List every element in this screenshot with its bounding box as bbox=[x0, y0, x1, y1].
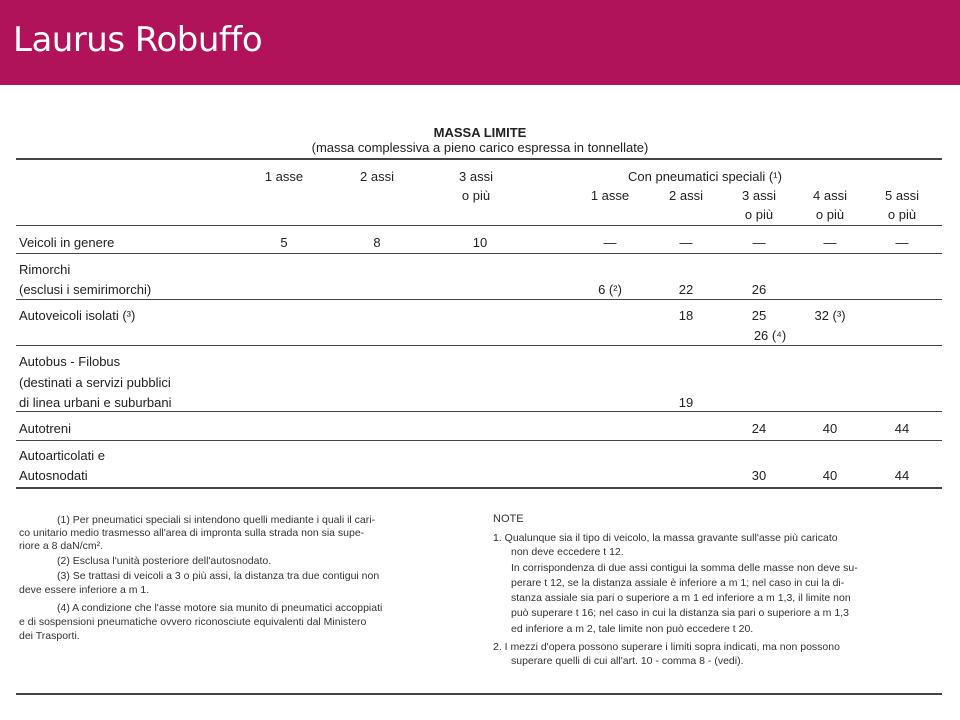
header-2-assi: 2 assi bbox=[360, 169, 394, 184]
table-cell: — bbox=[752, 235, 766, 250]
note-line: 2. I mezzi d'opera possono superare i limiti sopra indicati, ma non possono bbox=[493, 641, 840, 653]
table-cell: 6 (²) bbox=[598, 282, 622, 297]
footnote-line: riore a 8 daN/cm². bbox=[19, 540, 104, 552]
table-cell: 40 bbox=[822, 468, 838, 483]
footnote-line: deve essere inferiore a m 1. bbox=[19, 584, 150, 596]
footnote-line: co unitario medio trasmesso all'area di impronta sulla strada non sia supe- bbox=[19, 527, 365, 539]
header-special-5-assi: 5 assi bbox=[885, 188, 919, 203]
header-1-asse: 1 asse bbox=[264, 169, 304, 184]
note-line: può superare t 16; nel caso in cui la distanza sia pari o superiore a m 1,3 bbox=[511, 607, 849, 619]
table-subtitle: (massa complessiva a pieno carico espressa in tonnellate) bbox=[311, 140, 649, 155]
table-cell: 32 (³) bbox=[814, 308, 846, 323]
table-cell: 44 bbox=[894, 421, 910, 436]
table-cell: 19 bbox=[678, 395, 694, 410]
header-special-4-assi: 4 assi bbox=[813, 188, 847, 203]
note-line: 1. Qualunque sia il tipo di veicolo, la massa gravante sull'asse più caricato bbox=[493, 532, 838, 544]
table-cell: 18 bbox=[678, 308, 694, 323]
header-3-assi: 3 assi bbox=[459, 169, 493, 184]
table-cell: — bbox=[603, 235, 617, 250]
slide-title: Laurus Robuffo bbox=[13, 20, 263, 60]
header-bottom-rule bbox=[16, 225, 942, 226]
row-label: Autobus - Filobus bbox=[19, 354, 121, 369]
table-cell: 44 bbox=[894, 468, 910, 483]
table-cell: 8 bbox=[373, 235, 381, 250]
table-cell: 40 bbox=[822, 421, 838, 436]
note-line: stanza assiale sia pari o superiore a m 1 ed inferiore a m 1,3, il limite non bbox=[511, 592, 851, 604]
table-cell: 5 bbox=[280, 235, 288, 250]
table-top-rule bbox=[16, 158, 942, 160]
footnote-line: e di sospensioni pneumatiche ovvero riconosciute equivalenti dal Ministero bbox=[19, 616, 367, 628]
note-line: ed inferiore a m 2, tale limite non può eccedere t 20. bbox=[511, 623, 754, 635]
table-cell: 22 bbox=[678, 282, 694, 297]
footnote-line: (3) Se trattasi di veicoli a 3 o più assi, la distanza tra due contigui non bbox=[57, 570, 380, 582]
footnote-line: dei Trasporti. bbox=[19, 630, 80, 642]
table-title: MASSA LIMITE bbox=[433, 125, 527, 140]
table-cell: 24 bbox=[751, 421, 767, 436]
header-special-2-assi: 2 assi bbox=[669, 188, 703, 203]
note-line: In corrispondenza di due assi contigui la somma delle masse non deve su- bbox=[511, 562, 858, 574]
table-cell: — bbox=[895, 235, 909, 250]
note-line: perare t 12, se la distanza assiale è inferiore a m 1; nel caso in cui la di- bbox=[511, 577, 845, 589]
row-divider bbox=[16, 253, 942, 254]
row-label: di linea urbani e suburbani bbox=[19, 395, 172, 410]
page-bottom-rule bbox=[16, 693, 942, 695]
table-cell: 30 bbox=[751, 468, 767, 483]
table-cell: 10 bbox=[472, 235, 488, 250]
row-label: (esclusi i semirimorchi) bbox=[19, 282, 152, 297]
note-line: superare quelli di cui all'art. 10 - comma 8 - (vedi). bbox=[511, 655, 744, 667]
header-o-piu: o più bbox=[461, 188, 491, 203]
row-label: Autotreni bbox=[19, 421, 72, 436]
row-label: Autoveicoli isolati (³) bbox=[19, 308, 136, 323]
header-special-3-o-piu: o più bbox=[744, 207, 774, 222]
header-special-4-o-piu: o più bbox=[815, 207, 845, 222]
footnote-line: (2) Esclusa l'unità posteriore dell'autosnodato. bbox=[57, 555, 272, 567]
header-special-1-asse: 1 asse bbox=[590, 188, 630, 203]
row-divider bbox=[16, 345, 942, 346]
table-cell: 26 (⁴) bbox=[753, 328, 787, 343]
row-divider bbox=[16, 440, 942, 441]
row-label: Autosnodati bbox=[19, 468, 88, 483]
row-label: Autoarticolati e bbox=[19, 448, 105, 463]
table-bottom-rule bbox=[16, 487, 942, 489]
row-label: Rimorchi bbox=[19, 262, 71, 277]
row-divider bbox=[16, 299, 942, 300]
header-special-3-assi: 3 assi bbox=[742, 188, 776, 203]
row-divider bbox=[16, 411, 942, 412]
table-cell: — bbox=[679, 235, 693, 250]
table-cell: — bbox=[823, 235, 837, 250]
table-cell: 25 bbox=[751, 308, 767, 323]
table-cell: 26 bbox=[751, 282, 767, 297]
title-banner bbox=[0, 0, 960, 85]
header-special-tyres: Con pneumatici speciali (¹) bbox=[628, 169, 782, 184]
notes-title: NOTE bbox=[493, 513, 524, 525]
footnote-line: (1) Per pneumatici speciali si intendono quelli mediante i quali il cari- bbox=[57, 514, 376, 526]
footnote-line: (4) A condizione che l'asse motore sia munito di pneumatici accoppiati bbox=[57, 602, 383, 614]
row-label: Veicoli in genere bbox=[19, 235, 115, 250]
note-line: non deve eccedere t 12. bbox=[511, 546, 624, 558]
row-label: (destinati a servizi pubblici bbox=[19, 375, 171, 390]
header-special-5-o-piu: o più bbox=[887, 207, 917, 222]
